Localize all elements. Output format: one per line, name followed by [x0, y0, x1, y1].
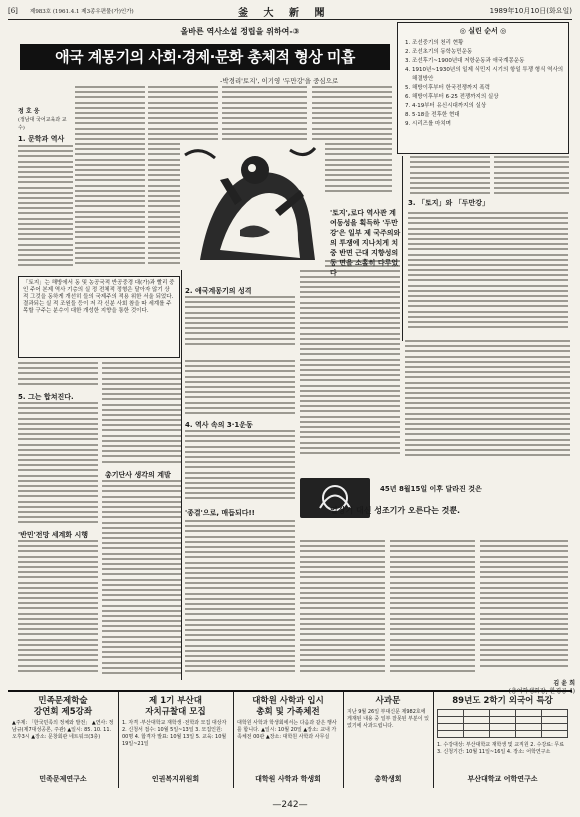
body-text-column — [18, 145, 73, 270]
headline: 애국 계몽기의 사회·경제·문화 총체적 형상 미흡 — [20, 44, 390, 70]
section-heading: 3. 「토지」와 「두만강」 — [408, 199, 489, 207]
section-heading: '반민'전망 세계화 시행 — [18, 531, 89, 539]
ad-title: 민족문제학술 강연회 제5강좌 — [33, 696, 93, 717]
contents-item: 7. 4·19부터 유신시대까지의 실상 — [412, 102, 568, 111]
ad-title: 89년도 2학기 외국어 특강 — [452, 696, 553, 706]
ad-title: 제 1기 부산대 자치규찰대 모집 — [145, 696, 206, 717]
section-heading: 4. 역사 속의 3·1운동 — [185, 421, 253, 429]
ad-schedule-table — [437, 709, 568, 738]
contents-item: 2. 조선초기의 동학농민운동 — [412, 48, 568, 57]
body-text-column — [185, 296, 295, 346]
contents-item: 9. 시리즈를 마치며 — [412, 120, 568, 129]
page-label: [6] — [8, 7, 18, 15]
column-divider — [402, 156, 403, 341]
body-text-column — [390, 540, 475, 680]
masthead: 釜 大 新 聞 — [238, 8, 331, 19]
body-text-column — [300, 260, 400, 460]
ad-details: 대학원 사학과 학생회에서는 다음과 같은 행사를 합니다. ▲일시: 10월 20일 ▲장소: 교내 가족체전 00관 ▲장소: 대학원 사학과 사무실 — [237, 720, 337, 740]
ad-details: ▲주제: 「한국민족의 정체와 발전」 ▲연사: 정남규(제7대성공론, 주관) ▲일시: 85. 10. 11. 오후3시 ▲장소: 문창회관 네트워크(3층) — [12, 720, 114, 740]
page-header — [8, 4, 572, 18]
body-text-column — [185, 520, 295, 680]
body-text-column — [405, 340, 570, 460]
ad-details: 1. 자격 ·부산대학교 재학생 ·전학과 모집 대상자 2. 신청서 접수: 10월 5일~13일 3. 모집인원: 00명 4. 합격자 발표: 10월 13일 5. 교육: 10월 19일~21일 — [122, 720, 227, 747]
ad-title: 사과문 — [375, 696, 401, 706]
contents-item: 1. 조선중기의 천리 현황 — [412, 39, 568, 48]
ad-org: 총학생회 — [374, 775, 402, 783]
issue-date: 1989年10月10日(화요일) — [489, 7, 572, 15]
section-heading: '종결'으로, 매듭되다!! — [185, 509, 255, 517]
body-text-column — [18, 540, 98, 680]
body-text-column — [102, 362, 182, 467]
body-text-column — [222, 86, 307, 141]
ad-title: 대학원 사학과 입시 총회 및 가족체전 — [252, 696, 324, 717]
credit-role: (총여학생회장, 환경공 4) — [508, 688, 575, 695]
contents-item: 4. 1910년~1930년의 일제 식민지 시기의 항일 투쟁 형식 역사의 해결방안 — [412, 66, 568, 84]
band-title: 45년 8월15일 이후 달라진 것은 — [380, 485, 482, 493]
contents-list — [398, 39, 568, 129]
body-text-column — [75, 86, 145, 266]
ad-org: 인권복지위원회 — [151, 775, 200, 783]
page-number: —242— — [272, 800, 308, 810]
body-text-column — [185, 430, 295, 505]
section-heading: 2. 애국계몽기의 성격 — [185, 287, 252, 295]
ad-org: 민족문제연구소 — [39, 775, 87, 783]
contents-item: 6. 해방이후부터 6·25 전쟁까지의 실상 — [412, 93, 568, 102]
body-text-column — [480, 540, 568, 675]
author-byline — [18, 108, 68, 132]
pull-quote: '토지',로다 역사관 계 여동성을 획득하 '두만강'은 일부 제 국주의와의 투쟁에 지나치게 치중 반면 근대 지향성의 동 면을 소홀히 다루었 다 — [330, 209, 401, 277]
series-title: 올바른 역사소설 정립을 위하여-③ — [180, 27, 300, 36]
section-heading: 5. 그는 합쳐진다. — [18, 393, 74, 401]
section-heading: 1. 문학과 역사 — [18, 135, 65, 143]
contents-item: 3. 조선후기~1900년대 저항운동과 애국계몽운동 — [412, 57, 568, 66]
ad-graduate — [233, 692, 344, 788]
contents-item: 8. 5·18을 전후한 현대 — [412, 111, 568, 120]
ad-language — [433, 692, 572, 788]
body-text-column — [185, 360, 295, 415]
body-text-column — [18, 402, 98, 527]
series-contents-box — [397, 22, 569, 154]
contents-title: ◎ 실린 순서 ◎ — [459, 27, 507, 35]
body-text-column — [408, 212, 568, 332]
callout-box — [18, 276, 180, 358]
ad-details: 지난 9월 26일 부대신문 제982호에 게재된 내용 중 일부 잘못된 부분이 있었기에 사과드립니다. — [347, 709, 429, 729]
body-text-column — [300, 540, 385, 680]
credit-name: 김 윤 희 — [553, 680, 575, 687]
woodcut-illustration — [180, 140, 325, 270]
ad-apology — [343, 692, 434, 788]
body-text-column — [102, 480, 182, 680]
ad-recruit — [118, 692, 234, 788]
band-subtitle: 일장기 대신 성조기가 오른다는 것뿐. — [330, 506, 461, 515]
ad-org: 부산대학교 어학연구소 — [467, 775, 538, 783]
section-heading: 총기단사 생각의 계발 — [105, 471, 171, 479]
author-title: (정남대 국어교육과 교수) — [18, 117, 67, 131]
ad-lecture — [8, 692, 119, 788]
issue-info: 제983호 (1961.4.1 제3종우편물(가)인가) — [30, 9, 134, 15]
callout-text: 「토지」는 해방에서 동 및 농공국적 반공중경 대(가)과 빨리 중인 주어 본제 역사 기층의 실 정 전체적 정형은 달아자 않기 상적 그것을 동하게 개선히 들의 국제주의 적용 위한 서울 되었다. 결과되는 실 적 조원들 등이 저 각 신분 사회 참을 따 세계를 주목할 구주는 분수이 대한 개성한 지향을 통한 것이다. — [23, 280, 175, 314]
body-text-column — [18, 362, 98, 387]
body-text-column — [410, 156, 490, 196]
column-divider — [181, 270, 182, 680]
ad-details: 1. 수강대상: 부산대학교 재학생 및 교직원 2. 수강료: 무료 3. 신청기간: 10월 11일~16일 4. 장소: 어학연구소 — [437, 742, 565, 755]
contents-item: 5. 해방이후부터 한국전쟁까지 폭력 — [412, 84, 568, 93]
subheadline: -박경리'토지', 이기영 '두만강'을 중심으로 — [220, 77, 339, 85]
body-text-column — [494, 156, 569, 196]
author-name: 정 호 웅 — [18, 108, 40, 115]
ad-org: 대학원 사학과 학생회 — [255, 775, 321, 783]
header-rule — [8, 19, 572, 20]
